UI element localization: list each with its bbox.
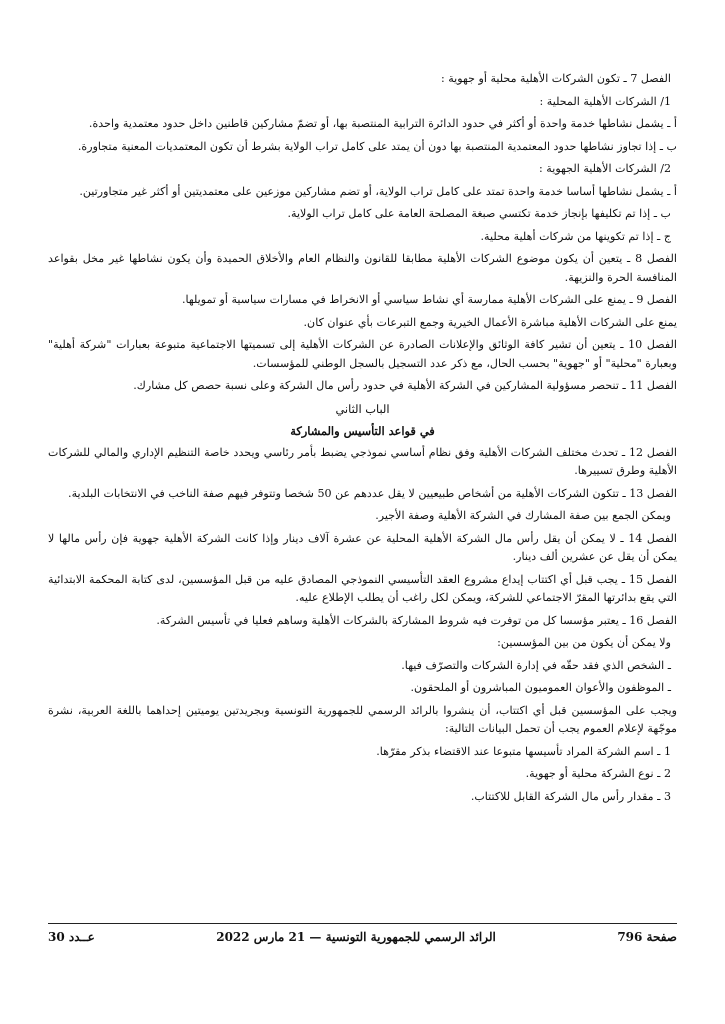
issue-number: عــدد 30 <box>48 930 95 944</box>
publication-requirement: ويجب على المؤسسين قبل أي اكتتاب، أن ينشروا بالرائد الرسمي للجمهورية التونسية وبجريدتين يوميتين إحداهما باللغة العربية، نشرة موجّهة لإعلام العموم يجب أن تحمل البيانات التالية: <box>48 703 677 735</box>
journal-title: الرائد الرسمي للجمهورية التونسية — 21 مارس 2022 <box>216 930 496 944</box>
local-companies-heading: 1/ الشركات الأهلية المحلية : <box>539 94 671 108</box>
required-data-item-3: 3 ـ مقدار رأس مال الشركة القابل للاكتتاب. <box>470 789 671 803</box>
article-9-continued: يمنع على الشركات الأهلية مباشرة الأعمال الخيرية وجمع التبرعات بأي عنوان كان. <box>303 315 677 329</box>
article-16: الفصل 16 ـ يعتبر مؤسسا كل من توفرت فيه شروط المشاركة بالشركات الأهلية وساهم فعليا في تأسيس الشركة. <box>156 613 677 627</box>
article-7-heading: الفصل 7 ـ تكون الشركات الأهلية محلية أو جهوية : <box>440 72 671 85</box>
required-data-item-2: 2 ـ نوع الشركة محلية أو جهوية. <box>525 767 671 780</box>
article-13: الفصل 13 ـ تتكون الشركات الأهلية من أشخاص طبيعيين لا يقل عددهم عن 50 شخصا وتتوفر فيهم صفة الناخب في الانتخابات البلدية. <box>68 486 677 500</box>
article-9: الفصل 9 ـ يمنع على الشركات الأهلية ممارسة أي نشاط سياسي أو الانخراط في مسارات سياسية أو تمويلها. <box>181 293 677 306</box>
required-data-item-1: 1 ـ اسم الشركة المراد تأسيسها متبوعا عند الاقتضاء بذكر مقرّها. <box>376 744 671 758</box>
article-16-exclusions-intro: ولا يمكن أن يكون من بين المؤسسين: <box>497 636 671 649</box>
article-14: الفصل 14 ـ لا يمكن أن يقل رأس مال الشركة الأهلية المحلية عن عشرة آلاف دينار وإذا كانت الشركة الأهلية جهوية فإن رأس مالها لا يمكن أن يقل عن عشرين ألف دينار. <box>48 531 678 563</box>
exclusion-item-1: ـ الشخص الذي فقد حقّه في إدارة الشركات والتصرّف فيها. <box>401 658 671 672</box>
page-number: صفحة 796 <box>617 930 677 944</box>
local-clause-b: ب ـ إذا تجاوز نشاطها حدود المعتمدية المنتصبة بها دون أن يمتد على كامل تراب الولاية بشرط أن تكون المعتمديات المعنية متجاورة. <box>77 139 677 153</box>
article-11: الفصل 11 ـ تنحصر مسؤولية المشاركين في الشركة الأهلية في حدود رأس مال الشركة وعلى نسبة حصص كل مشارك. <box>133 379 677 392</box>
chapter-label: الباب الثاني <box>335 401 390 416</box>
article-13-continued: ويمكن الجمع بين صفة المشارك في الشركة الأهلية وصفة الأجير. <box>375 509 671 522</box>
article-12: الفصل 12 ـ تحدث مختلف الشركات الأهلية وفق نظام أساسي نموذجي يضبط بأمر رئاسي ويحدد خاصة التنظيم الإداري والمالي للشركات الأهلية وطرق تسييرها. <box>48 445 678 477</box>
page-footer <box>48 930 677 944</box>
exclusion-item-2: ـ الموظفون والأعوان العموميون المباشرون أو الملحقون. <box>410 681 671 694</box>
article-8: الفصل 8 ـ يتعين أن يكون موضوع الشركات الأهلية مطابقا للقانون والنظام العام والأخلاق الحميدة وأن يكون نشاطها غير مخل بقواعد المنافسة الحرة والنزيهة. <box>48 252 678 284</box>
article-10: الفصل 10 ـ يتعين أن تشير كافة الوثائق والإعلانات الصادرة عن الشركات الأهلية إلى تسميتها الاجتماعية متبوعة بعبارات "شركة أهلية" وبعبارة "محلية" أو "جهوية" بحسب الحال، مع ذكر عدد التسجيل بالسجل الوطني للمؤسسات. <box>48 338 677 370</box>
regional-clause-b: ب ـ إذا تم تكليفها بإنجاز خدمة تكتسي صبغة المصلحة العامة على كامل تراب الولاية. <box>287 207 671 220</box>
article-15: الفصل 15 ـ يجب قبل أي اكتتاب إيداع مشروع العقد التأسيسي النموذجي المصادق عليه من قبل المؤسسين، لدى كتابة المحكمة الابتدائية التي يقع بدائرتها المقرّ الاجتماعي للشركة، ويمكن لكل راغب أن يطلب الإطلاع عليه. <box>48 572 677 604</box>
footer-divider <box>48 923 677 924</box>
regional-clause-a: أ ـ يشمل نشاطها أساسا خدمة واحدة تمتد على كامل تراب الولاية، أو تضم مشاركين موزعين على معتمديتين أو أكثر غير متجاورتين. <box>79 184 677 198</box>
chapter-title: في قواعد التأسيس والمشاركة <box>290 423 435 438</box>
regional-clause-c: ج ـ إذا تم تكوينها من شركات أهلية محلية. <box>480 229 671 243</box>
regional-companies-heading: 2/ الشركات الأهلية الجهوية : <box>539 162 671 175</box>
local-clause-a: أ ـ يشمل نشاطها خدمة واحدة أو أكثر في حدود الدائرة الترابية المنتصبة بها، أو تضمّ مشاركين قاطنين داخل حدود معتمدية واحدة. <box>88 117 677 130</box>
